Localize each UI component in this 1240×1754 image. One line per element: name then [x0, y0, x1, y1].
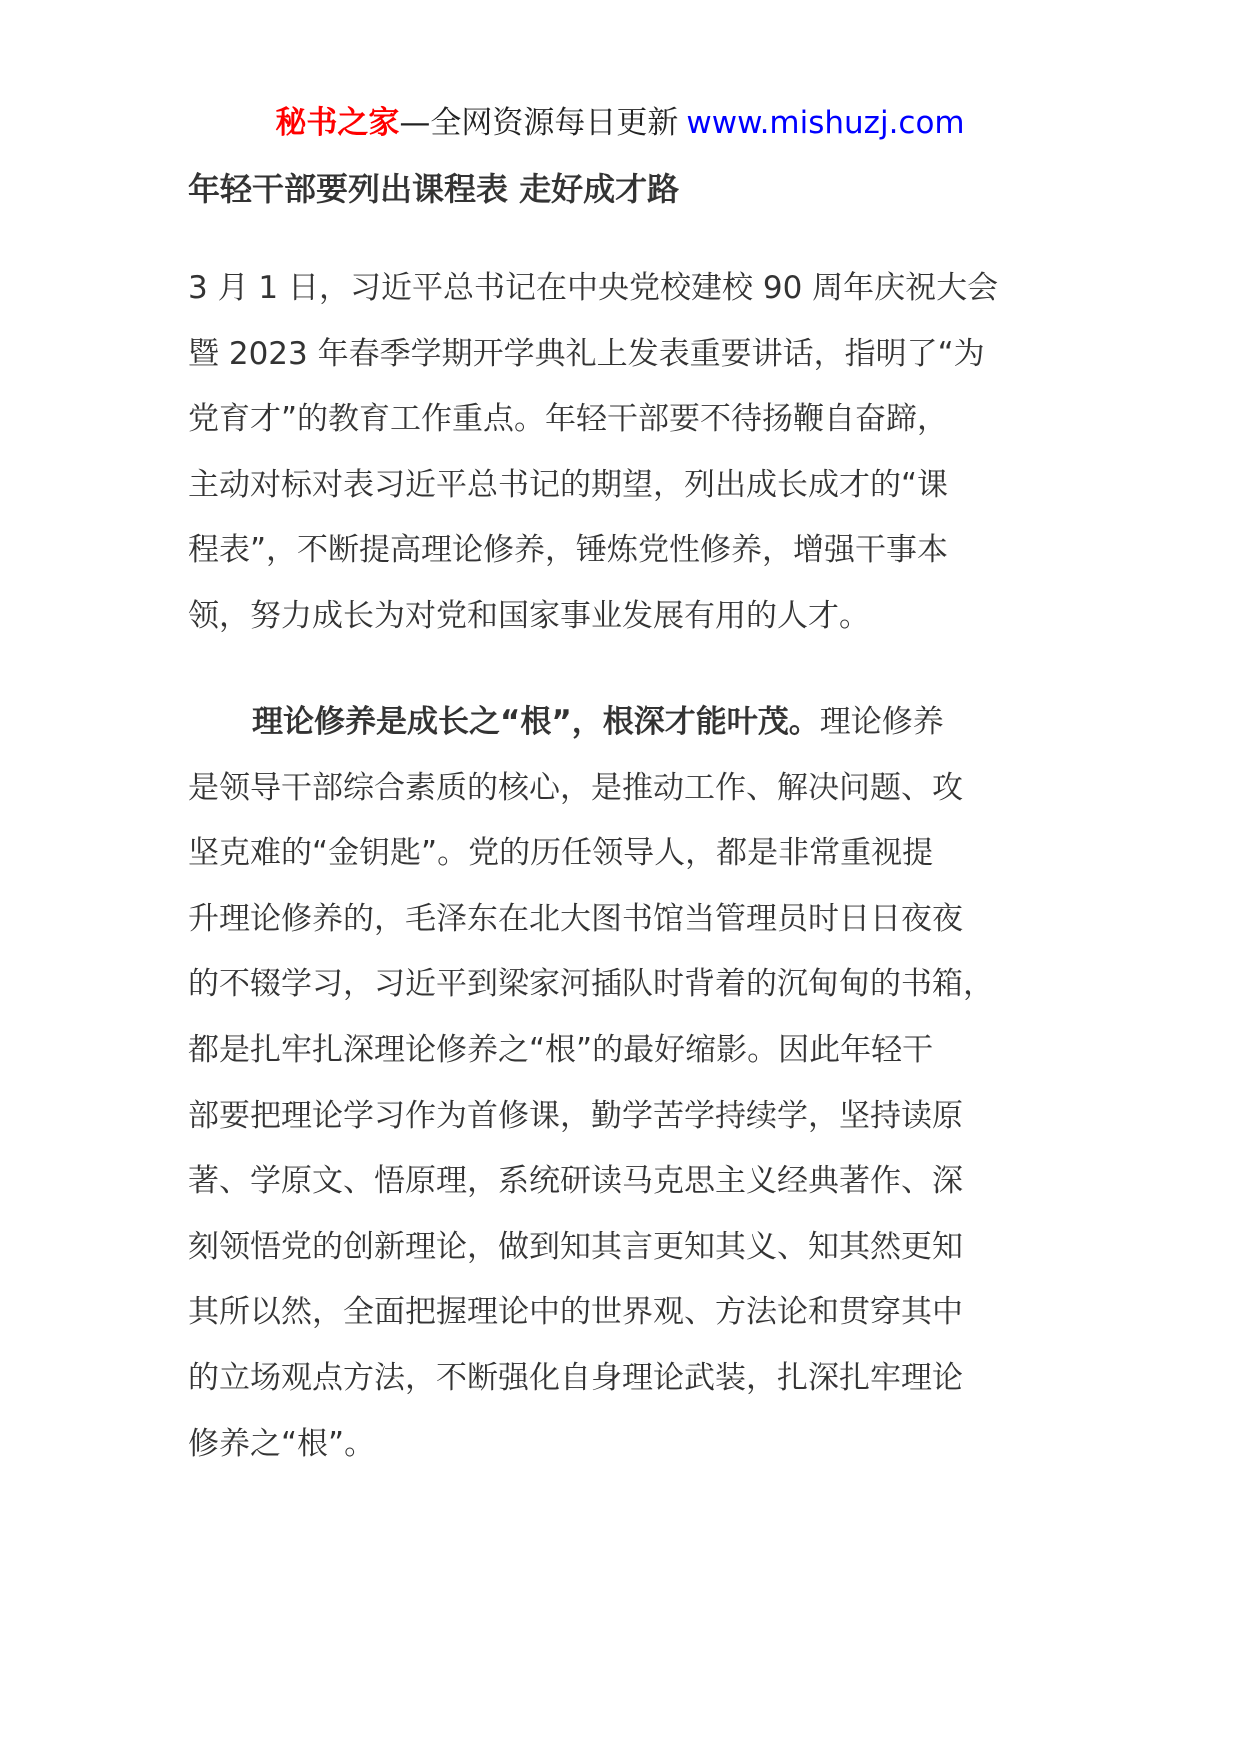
intro-paragraph — [188, 256, 1058, 650]
section-line: 其所以然，全面把握理论中的世界观、方法论和贯穿其中 — [188, 1294, 963, 1331]
intro-line: 程表”，不断提高理论修养，锤炼党性修养，增强干事本 — [188, 532, 949, 569]
site-url-link[interactable]: www.mishuzj.com — [686, 105, 965, 141]
section-line: 修养之“根”。 — [188, 1425, 376, 1462]
section-line: 的不辍学习，习近平到梁家河插队时背着的沉甸甸的书箱， — [188, 966, 994, 1003]
section-line: 著、学原文、悟原理，系统研读马克思主义经典著作、深 — [188, 1163, 963, 1200]
section-first-line — [188, 690, 1058, 756]
intro-line: 暨 2023 年春季学期开学典礼上发表重要讲话，指明了“为 — [188, 335, 985, 372]
section-paragraph — [188, 690, 1058, 1477]
section-lead-heading: 理论修养是成长之“根”，根深才能叶茂。 — [252, 704, 820, 740]
intro-line: 3 月 1 日，习近平总书记在中央党校建校 90 周年庆祝大会 — [188, 270, 999, 306]
section-line: 部要把理论学习作为首修课，勤学苦学持续学，坚持读原 — [188, 1097, 963, 1134]
site-header — [0, 103, 1240, 143]
intro-line: 领，努力成长为对党和国家事业发展有用的人才。 — [188, 597, 870, 634]
site-tagline: —全网资源每日更新 — [399, 105, 679, 141]
section-line: 升理论修养的，毛泽东在北大图书馆当管理员时日日夜夜 — [188, 900, 963, 937]
intro-line: 党育才”的教育工作重点。年轻干部要不待扬鞭自奋蹄， — [188, 401, 949, 438]
site-name: 秘书之家 — [275, 105, 400, 141]
section-line: 坚克难的“金钥匙”。党的历任领导人，都是非常重视提 — [188, 835, 934, 872]
section-line: 的立场观点方法，不断强化自身理论武装，扎深扎牢理论 — [188, 1359, 963, 1396]
document-title: 年轻干部要列出课程表 走好成才路 — [188, 170, 680, 208]
section-line: 刻领悟党的创新理论，做到知其言更知其义、知其然更知 — [188, 1228, 963, 1265]
section-line: 都是扎牢扎深理论修养之“根”的最好缩影。因此年轻干 — [188, 1031, 934, 1068]
section-line: 是领导干部综合素质的核心，是推动工作、解决问题、攻 — [188, 769, 963, 806]
section-first-line-text: 理论修养 — [819, 704, 944, 740]
intro-line: 主动对标对表习近平总书记的期望，列出成长成才的“课 — [188, 466, 949, 503]
